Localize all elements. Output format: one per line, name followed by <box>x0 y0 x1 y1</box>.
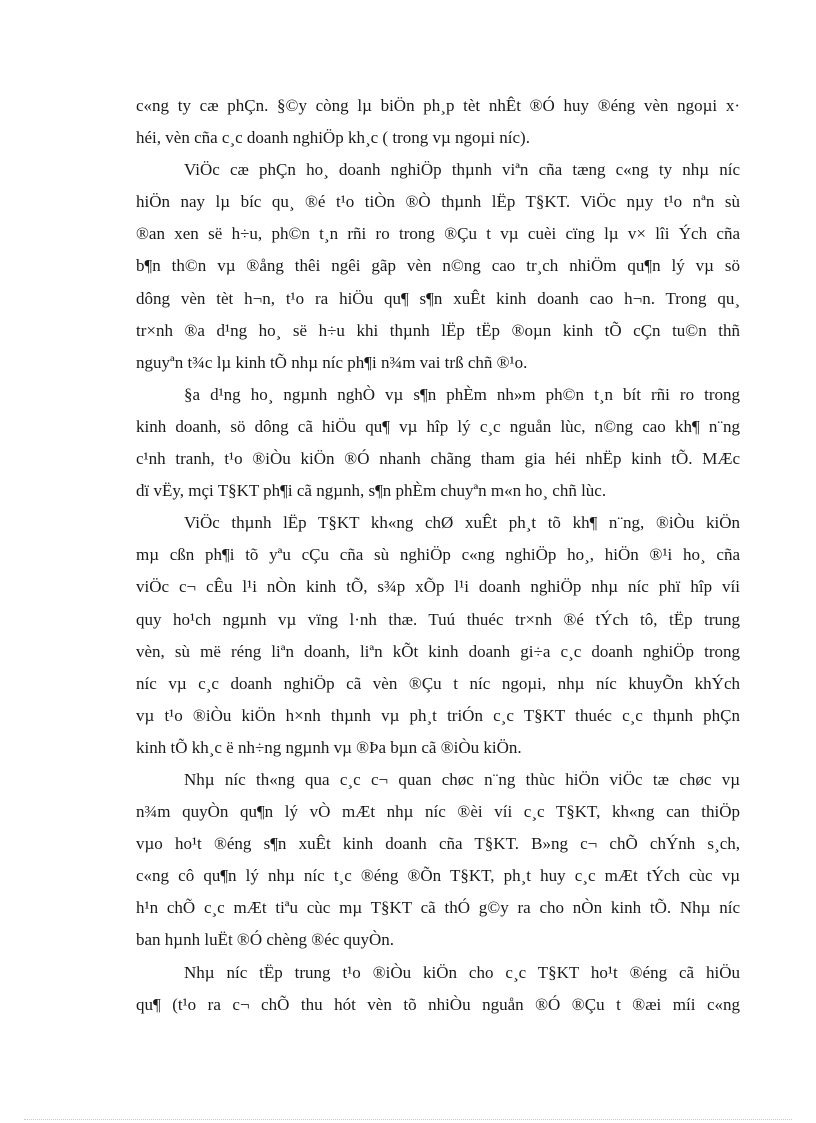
text-line: ban hµnh luËt ®Ó chèng ®éc quyÒn. <box>136 930 394 950</box>
paragraph-start-line: ViÖc cæ phÇn ho¸ doanh nghiÖp thµnh viªn cña tæng c«ng ty nhµ níc <box>184 160 740 180</box>
text-line: quy ho¹ch ngµnh vµ vïng l·nh thæ. Tuú thuéc tr×nh ®é tÝch tô, tËp trung <box>136 609 740 629</box>
text-line: b¶n th©n vµ ®ång thêi ngêi gãp vèn n©ng cao tr¸ch nhiÖm qu¶n lý vµ sö <box>136 256 740 276</box>
text-line: kinh doanh, sö dông cã hiÖu qu¶ vµ hîp lý c¸c nguån lùc, n©ng cao kh¶ n¨ng <box>136 416 740 436</box>
text-line: héi, vèn cña c¸c doanh nghiÖp kh¸c ( trong vµ ngoµi níc). <box>136 128 530 148</box>
text-line: n¾m quyÒn qu¶n lý vÒ mÆt nhµ níc ®èi víi c¸c T§KT, kh«ng can thiÖp <box>136 802 740 822</box>
paragraph-start-line: ViÖc thµnh lËp T§KT kh«ng chØ xuÊt ph¸t tõ kh¶ n¨ng, ®iÒu kiÖn <box>184 513 740 533</box>
text-line: vèn, sù më réng liªn doanh, liªn kÕt kinh doanh gi÷a c¸c doanh nghiÖp trong <box>136 641 740 661</box>
text-line: ®an xen së h÷u, ph©n t¸n rñi ro trong ®Çu t vµ cuèi cïng lµ v× lîi Ých cña <box>136 224 740 244</box>
paragraph-start-line: Nhµ níc th«ng qua c¸c c¬ quan chøc n¨ng thùc hiÖn viÖc tæ chøc vµ <box>184 769 740 789</box>
text-line: kinh tÕ kh¸c ë nh÷ng ngµnh vµ ®Þa bµn cã ®iÒu kiÖn. <box>136 737 522 757</box>
text-line: qu¶ (t¹o ra c¬ chÕ thu hót vèn tõ nhiÒu nguån ®Ó ®Çu t ®æi míi c«ng <box>136 994 740 1014</box>
body-text <box>136 90 740 1021</box>
text-line: h¹n chÕ c¸c mÆt tiªu cùc mµ T§KT cã thÓ g©y ra cho nÒn kinh tÕ. Nhµ níc <box>136 898 740 918</box>
text-line: vµ t¹o ®iÒu kiÖn h×nh thµnh vµ ph¸t triÓn c¸c T§KT thuéc c¸c thµnh phÇn <box>136 705 740 725</box>
text-line: dï vËy, mçi T§KT ph¶i cã ngµnh, s¶n phÈm chuyªn m«n ho¸ chñ lùc. <box>136 481 607 501</box>
paragraph-start-line: §a d¹ng ho¸ ngµnh nghÒ vµ s¶n phÈm nh»m ph©n t¸n bít rñi ro trong <box>184 384 740 404</box>
paragraph-start-line: Nhµ níc tËp trung t¹o ®iÒu kiÖn cho c¸c T§KT ho¹t ®éng cã hiÖu <box>184 962 740 982</box>
text-line: c«ng cô qu¶n lý nhµ níc t¸c ®éng ®Õn T§KT, ph¸t huy c¸c mÆt tÝch cùc vµ <box>136 866 740 886</box>
text-line: níc vµ c¸c doanh nghiÖp cã vèn ®Çu t níc ngoµi, nhµ níc khuyÕn khÝch <box>136 673 740 693</box>
text-line: nguyªn t¾c lµ kinh tÕ nhµ níc ph¶i n¾m vai trß chñ ®¹o. <box>136 352 528 372</box>
text-line: mµ cßn ph¶i tõ yªu cÇu cña sù nghiÖp c«ng nghiÖp ho¸, hiÖn ®¹i ho¸ cña <box>136 545 740 565</box>
text-line: tr×nh ®a d¹ng ho¸ së h÷u khi thµnh lËp tËp ®oµn kinh tÕ cÇn tu©n thñ <box>136 320 740 340</box>
text-line: c¹nh tranh, t¹o ®iÒu kiÖn ®Ó nhanh chãng tham gia héi nhËp kinh tÕ. MÆc <box>136 449 740 469</box>
page-bottom-rule <box>24 1119 792 1120</box>
text-line: c«ng ty cæ phÇn. §©y còng lµ biÖn ph¸p tèt nhÊt ®Ó huy ®éng vèn ngoµi x· <box>136 96 740 115</box>
text-line: dông vèn tèt h¬n, t¹o ra hiÖu qu¶ s¶n xuÊt kinh doanh cao h¬n. Trong qu¸ <box>136 288 740 308</box>
text-line: hiÖn nay lµ bíc qu¸ ®é t¹o tiÒn ®Ò thµnh lËp T§KT. ViÖc nµy t¹o nªn sù <box>136 192 740 212</box>
text-line: vµo ho¹t ®éng s¶n xuÊt kinh doanh cña T§KT. B»ng c¬ chÕ chÝnh s¸ch, <box>136 834 740 854</box>
text-line: viÖc c¬ cÊu l¹i nÒn kinh tÕ, s¾p xÕp l¹i doanh nghiÖp nhµ níc phï hîp víi <box>136 577 740 597</box>
